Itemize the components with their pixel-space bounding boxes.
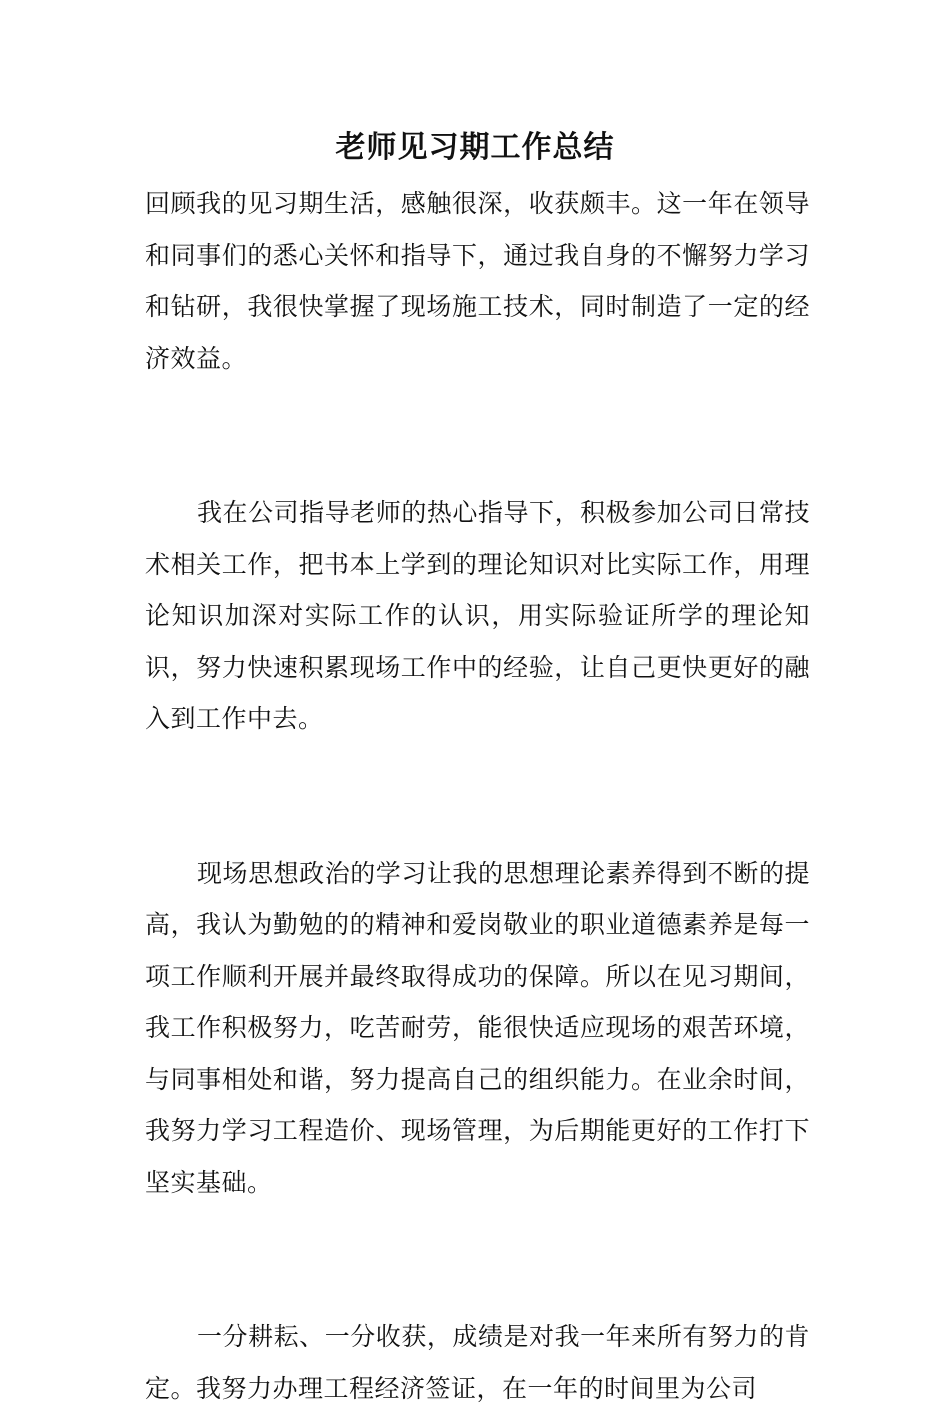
document-body xyxy=(145,178,810,1414)
paragraph-1: 回顾我的见习期生活，感触很深，收获颇丰。这一年在领导和同事们的悉心关怀和指导下，通过我自身的不懈努力学习和钻研，我很快掌握了现场施工技术，同时制造了一定的经济效益。 xyxy=(145,189,810,373)
paragraph-3: 现场思想政治的学习让我的思想理论素养得到不断的提高，我认为勤勉的的精神和爱岗敬业的职业道德素养是每一项工作顺利开展并最终取得成功的保障。所以在见习期间，我工作积极努力，吃苦耐劳，能很快适应现场的艰苦环境，与同事相处和谐，努力提高自己的组织能力。在业余时间，我努力学习工程造价、现场管理，为后期能更好的工作打下坚实基础。 xyxy=(145,858,810,1197)
paragraph-spacer xyxy=(145,1208,810,1311)
paragraph-spacer xyxy=(145,745,810,848)
document-title: 老师见习期工作总结 xyxy=(335,130,615,165)
paragraph-2: 我在公司指导老师的热心指导下，积极参加公司日常技术相关工作，把书本上学到的理论知识对比实际工作，用理论知识加深对实际工作的认识，用实际验证所学的理论知识，努力快速积累现场工作中的经验，让自己更快更好的融入到工作中去。 xyxy=(145,498,810,733)
paragraph-spacer xyxy=(145,384,810,487)
paragraph-4: 一分耕耘、一分收获，成绩是对我一年来所有努力的肯定。我努力办理工程经济签证，在一年的时间里为公司 xyxy=(145,1322,810,1403)
